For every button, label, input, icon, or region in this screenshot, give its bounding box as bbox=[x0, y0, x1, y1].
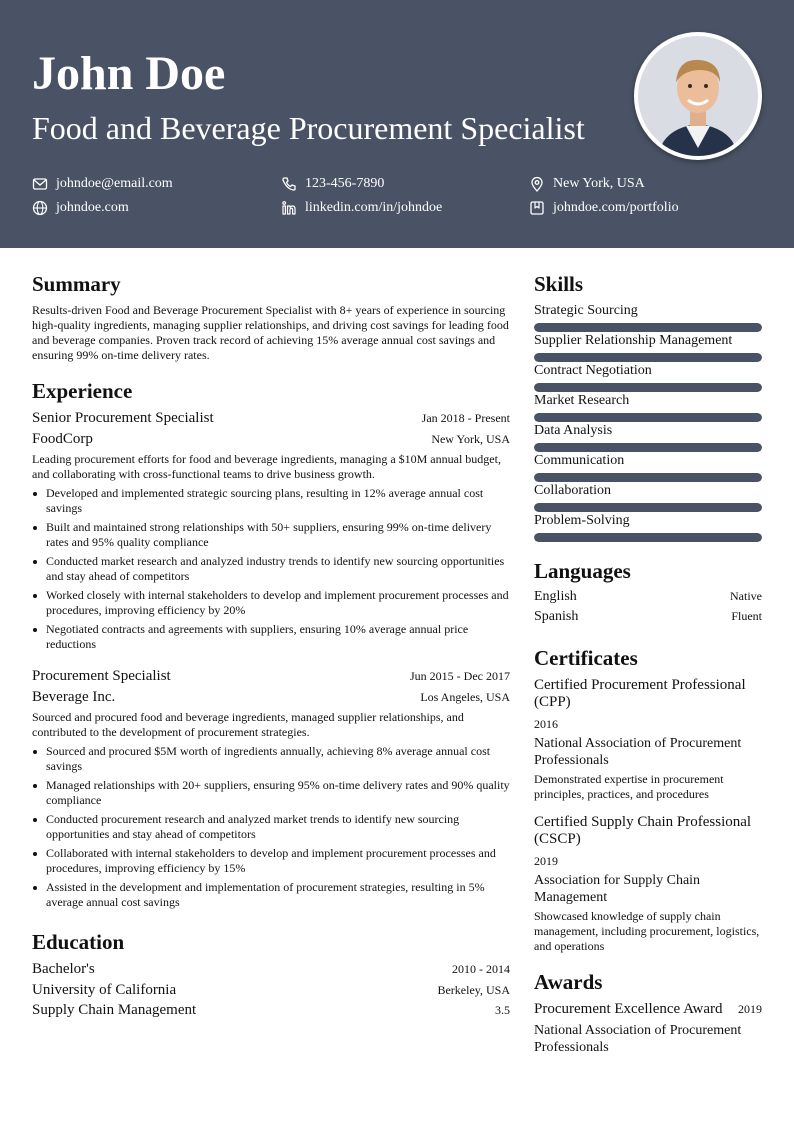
contact-portfolio-text: johndoe.com/portfolio bbox=[553, 200, 679, 215]
languages-heading: Languages bbox=[534, 559, 631, 583]
job-1-dates: Jan 2018 - Present bbox=[421, 411, 510, 425]
language-level: Fluent bbox=[731, 609, 762, 623]
awards-heading: Awards bbox=[534, 970, 603, 994]
list-item: Worked closely with internal stakeholders to develop and implement procurement processes and procedures, improving efficiency by 20% bbox=[32, 588, 510, 618]
globe-icon bbox=[32, 200, 48, 216]
award-year: 2019 bbox=[738, 1002, 762, 1016]
location-pin-icon bbox=[529, 176, 545, 192]
contact-location-text: New York, USA bbox=[553, 176, 645, 191]
portfolio-icon bbox=[529, 200, 545, 216]
list-item: Collaborated with internal stakeholders to develop and implement procurement processes and procedures, improving efficiency by 15% bbox=[32, 846, 510, 876]
contact-website-text: johndoe.com bbox=[56, 200, 129, 215]
list-item: Negotiated contracts and agreements with suppliers, ensuring 10% average annual price reductions bbox=[32, 622, 510, 652]
summary-text: Results-driven Food and Beverage Procurement Specialist with 8+ years of experience in sourcing high-quality ingredients, managing supplier relationships, and driving cost savings for leading food and beverage companies. Proven track record of achieving 15% average annual cost savings and ensuring 99% on-time delivery rates. bbox=[32, 303, 509, 362]
education-dates: 2010 - 2014 bbox=[452, 962, 510, 976]
education-row-school bbox=[32, 982, 510, 999]
job-1-company: FoodCorp bbox=[32, 431, 93, 447]
education-gpa: 3.5 bbox=[495, 1003, 510, 1017]
certificate-1-year: 2016 bbox=[534, 717, 558, 731]
list-item: Conducted procurement research and analyzed market trends to identify new sourcing opportunities and stay ahead of competitors bbox=[32, 812, 510, 842]
skill-bar bbox=[534, 443, 762, 452]
job-1-role: Senior Procurement Specialist bbox=[32, 410, 214, 426]
education-row-field bbox=[32, 1002, 510, 1019]
skill-bar bbox=[534, 353, 762, 362]
list-item: Developed and implemented strategic sourcing plans, resulting in 12% average annual cost savings bbox=[32, 486, 510, 516]
education-row-degree bbox=[32, 961, 510, 978]
skill-name: Data Analysis bbox=[534, 423, 613, 438]
skill-bar bbox=[534, 323, 762, 332]
language-level: Native bbox=[730, 589, 762, 603]
skill-bar-fill bbox=[534, 473, 762, 482]
skill-name: Market Research bbox=[534, 393, 630, 408]
skill-bar bbox=[534, 503, 762, 512]
skill-name: Communication bbox=[534, 453, 625, 468]
contact-phone[interactable] bbox=[281, 175, 384, 193]
job-1-subheader bbox=[32, 431, 510, 448]
certificate-2-description: Showcased knowledge of supply chain management, including procurement, logistics, and operations bbox=[534, 909, 760, 953]
language-name: English bbox=[534, 589, 577, 604]
mail-icon bbox=[32, 176, 48, 192]
contact-phone-text: 123-456-7890 bbox=[305, 176, 385, 191]
skill-bar-fill bbox=[534, 323, 762, 332]
experience-heading: Experience bbox=[32, 379, 133, 403]
contact-linkedin[interactable] bbox=[281, 199, 442, 217]
skill-bar bbox=[534, 383, 762, 392]
skill-name: Strategic Sourcing bbox=[534, 303, 638, 318]
contact-email[interactable] bbox=[32, 175, 173, 193]
profile-photo bbox=[634, 32, 762, 160]
skill-bar-fill bbox=[534, 413, 762, 422]
job-2-description: Sourced and procured food and beverage ingredients, managed supplier relationships, and contributed to the development of procurement strategies. bbox=[32, 710, 464, 739]
skills-heading: Skills bbox=[534, 272, 584, 296]
education-school: University of California bbox=[32, 982, 177, 998]
certificate-2-issuer: Association for Supply Chain Management bbox=[534, 873, 701, 905]
skill-name: Contract Negotiation bbox=[534, 363, 652, 378]
job-1-header bbox=[32, 410, 510, 427]
phone-icon bbox=[281, 176, 297, 192]
resume-header bbox=[0, 0, 794, 248]
job-2-role: Procurement Specialist bbox=[32, 668, 171, 684]
award-row bbox=[534, 1001, 762, 1018]
award-name: Procurement Excellence Award bbox=[534, 1001, 723, 1017]
list-item: Managed relationships with 20+ suppliers, ensuring 95% on-time delivery rates and 90% quality compliance bbox=[32, 778, 510, 808]
skill-bar-fill bbox=[534, 533, 762, 542]
contact-portfolio[interactable] bbox=[529, 199, 679, 217]
award-issuer: National Association of Procurement Professionals bbox=[534, 1023, 742, 1055]
education-degree: Bachelor's bbox=[32, 961, 95, 977]
job-2-bullets bbox=[32, 744, 510, 914]
education-location: Berkeley, USA bbox=[437, 983, 510, 997]
language-name: Spanish bbox=[534, 609, 579, 624]
certificate-1-name: Certified Procurement Professional (CPP) bbox=[534, 677, 746, 710]
language-row bbox=[534, 589, 762, 605]
certificate-1-issuer: National Association of Procurement Professionals bbox=[534, 736, 742, 768]
candidate-name: John Doe bbox=[32, 47, 226, 100]
skill-bar bbox=[534, 533, 762, 542]
skill-name: Collaboration bbox=[534, 483, 611, 498]
skill-bar-fill bbox=[534, 383, 762, 392]
job-1-description: Leading procurement efforts for food and beverage ingredients, managing a $10M annual budget, and collaborating with cross-functional teams to drive business growth. bbox=[32, 452, 501, 481]
list-item: Assisted in the development and implementation of procurement strategies, resulting in 5% average annual cost savings bbox=[32, 880, 510, 910]
contact-website[interactable] bbox=[32, 199, 129, 217]
skill-name: Supplier Relationship Management bbox=[534, 333, 733, 348]
certificates-heading: Certificates bbox=[534, 646, 638, 670]
education-field: Supply Chain Management bbox=[32, 1002, 197, 1018]
job-2-dates: Jun 2015 - Dec 2017 bbox=[410, 669, 510, 683]
list-item: Sourced and procured $5M worth of ingredients annually, achieving 8% average annual cost savings bbox=[32, 744, 510, 774]
skill-bar-fill bbox=[534, 503, 762, 512]
contact-location bbox=[529, 175, 645, 193]
education-heading: Education bbox=[32, 930, 125, 954]
job-2-company: Beverage Inc. bbox=[32, 689, 116, 705]
job-2-subheader bbox=[32, 689, 510, 706]
list-item: Conducted market research and analyzed industry trends to identify new sourcing opportunities and stay ahead of competitors bbox=[32, 554, 510, 584]
summary-heading: Summary bbox=[32, 272, 121, 296]
skill-bar-fill bbox=[534, 353, 762, 362]
certificate-1-description: Demonstrated expertise in procurement principles, practices, and procedures bbox=[534, 772, 724, 801]
skill-bar-fill bbox=[534, 443, 762, 452]
skill-bar bbox=[534, 413, 762, 422]
job-2-location: Los Angeles, USA bbox=[420, 690, 510, 704]
job-1-location: New York, USA bbox=[431, 432, 510, 446]
list-item: Built and maintained strong relationships with 50+ suppliers, ensuring 99% on-time delivery rates and 95% quality compliance bbox=[32, 520, 510, 550]
linkedin-icon bbox=[281, 200, 297, 216]
job-2-header bbox=[32, 668, 510, 685]
candidate-title: Food and Beverage Procurement Specialist bbox=[32, 110, 585, 146]
certificate-2-year: 2019 bbox=[534, 854, 558, 868]
skill-bar bbox=[534, 473, 762, 482]
contact-email-text: johndoe@email.com bbox=[56, 176, 173, 191]
job-1-bullets bbox=[32, 486, 510, 656]
language-row bbox=[534, 609, 762, 625]
certificate-2-name: Certified Supply Chain Professional (CSCP) bbox=[534, 814, 752, 847]
skill-name: Problem-Solving bbox=[534, 513, 630, 528]
contact-linkedin-text: linkedin.com/in/johndoe bbox=[305, 200, 443, 215]
